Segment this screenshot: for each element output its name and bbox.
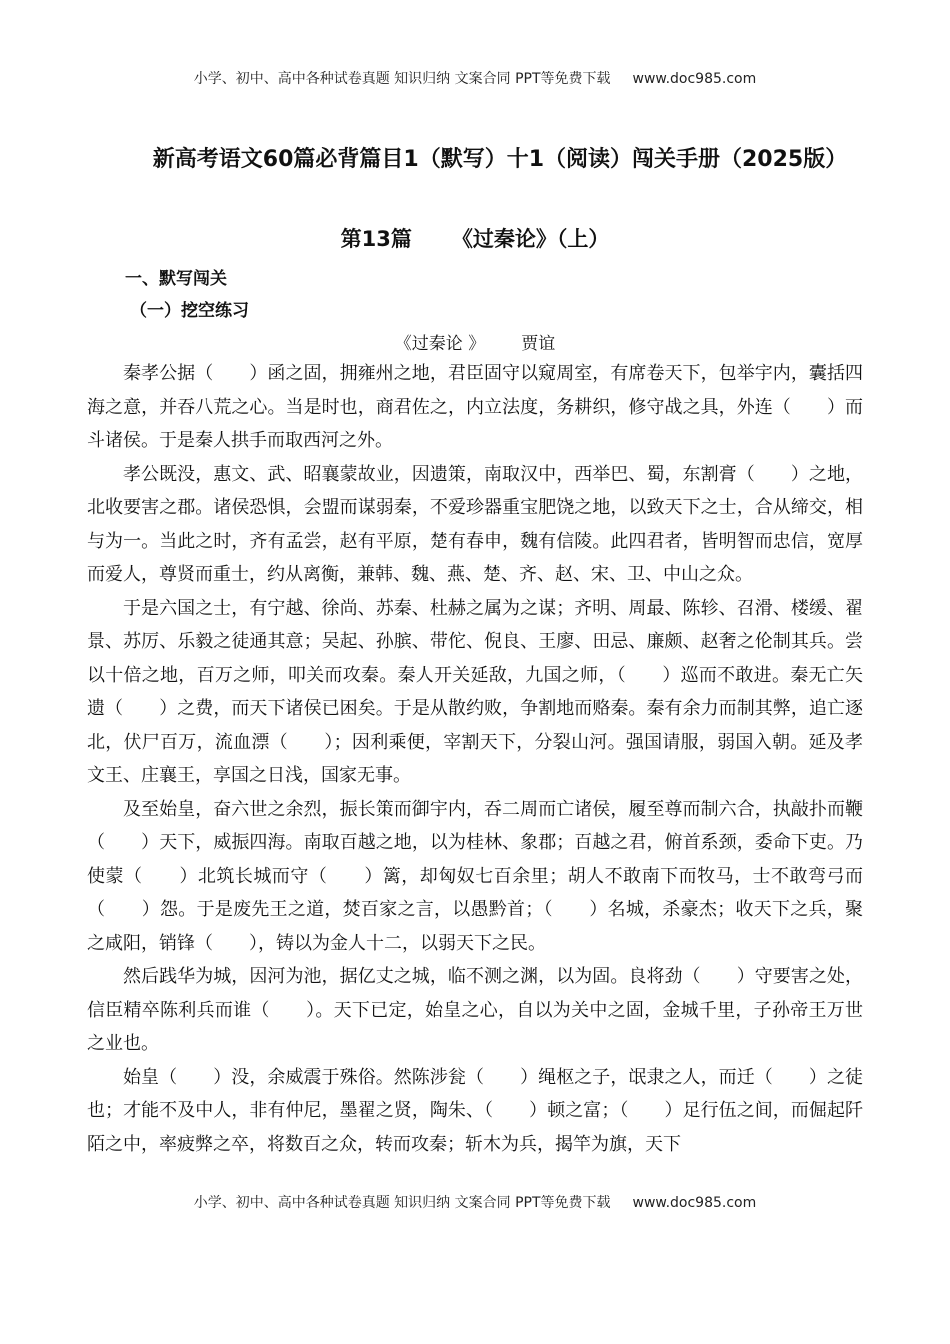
chapter-subtitle [0, 223, 950, 253]
page-footer [0, 1192, 950, 1212]
footer-site-link[interactable]: www.doc985.com [632, 1195, 757, 1211]
page-header [0, 68, 950, 88]
header-site-link[interactable]: www.doc985.com [632, 71, 757, 87]
section-heading: 一、默写闯关 [125, 269, 227, 289]
paragraph: 于是六国之士，有宁越、徐尚、苏秦、杜赫之属为之谋；齐明、周最、陈轸、召滑、楼缓、翟景、苏厉、乐毅之徒通其意；吴起、孙膑、带佗、倪良、王廖、田忌、廉颇、赵奢之伦制其兵。尝以十倍之地，百万之师，叩关而攻秦。秦人开关延敌，九国之师，（ ）巡而不敢进。秦无亡矢遗（ ）之费，而天下诸侯已困矣。于是从散约败，争割地而赂秦。秦有余力而制其弊，追亡逐北，伏尸百万，流血漂（ ）；因利乘便，宰割天下，分裂山河。强国请服，弱国入朝。延及孝文王、庄襄王，享国之日浅，国家无事。 [87, 597, 863, 786]
chapter-name: 《过秦论》（上） [451, 227, 610, 251]
text-author: 贾谊 [521, 334, 556, 354]
paragraph: 秦孝公据（ ）函之固，拥雍州之地，君臣固守以窥周室，有席卷天下，包举宇内，囊括四海之意，并吞八荒之心。当是时也，商君佐之，内立法度，务耕织，修守战之具，外连（ ）而斗诸侯。于是秦人拱手而取西河之外。 [87, 363, 863, 451]
paragraph: 然后践华为城，因河为池，据亿丈之城，临不测之渊，以为固。良将劲（ ）守要害之处，信臣精卒陈利兵而谁（ ）。天下已定，始皇之心，自以为关中之固，金城千里，子孙帝王万世之业也。 [87, 966, 863, 1054]
paragraph: 孝公既没，惠文、武、昭襄蒙故业，因遗策，南取汉中，西举巴、蜀，东割膏（ ）之地，北收要害之郡。诸侯恐惧，会盟而谋弱秦，不爱珍器重宝肥饶之地，以致天下之士，合从缔交，相与为一。当此之时，齐有孟尝，赵有平原，楚有春申，魏有信陵。此四君者，皆明智而忠信，宽厚而爱人，尊贤而重士，约从离衡，兼韩、魏、燕、楚、齐、赵、宋、卫、中山之众。 [87, 463, 863, 585]
text-title [0, 329, 950, 354]
chapter-number: 第13篇 [340, 227, 412, 251]
text-name: 《过秦论 》 [394, 334, 486, 354]
document-title: 新高考语文60篇必背篇目1（默写）十1（阅读）闯关手册（2025版） [152, 147, 848, 172]
subsection-heading: （一）挖空练习 [130, 301, 249, 321]
exercise-body [87, 357, 863, 1161]
header-text: 小学、初中、高中各种试卷真题 知识归纳 文案合同 PPT等免费下载 [193, 71, 611, 87]
paragraph: 及至始皇，奋六世之余烈，振长策而御宇内，吞二周而亡诸侯，履至尊而制六合，执敲扑而鞭（ ）天下，威振四海。南取百越之地，以为桂林、象郡；百越之君，俯首系颈，委命下吏。乃使蒙（ ）北筑长城而守（ ）篱，却匈奴七百余里；胡人不敢南下而牧马，士不敢弯弓而（ ）怨。于是废先王之道，焚百家之言，以愚黔首；（ ）名城，杀豪杰；收天下之兵，聚之咸阳，销锋（ ），铸以为金人十二，以弱天下之民。 [87, 798, 863, 954]
footer-text: 小学、初中、高中各种试卷真题 知识归纳 文案合同 PPT等免费下载 [193, 1195, 611, 1211]
paragraph: 始皇（ ）没，余威震于殊俗。然陈涉瓮（ ）绳枢之子，氓隶之人，而迁（ ）之徒也；才能不及中人，非有仲尼，墨翟之贤，陶朱、（ ）顿之富；（ ）足行伍之间，而倔起阡陌之中，率疲弊之卒，将数百之众，转而攻秦；斩木为兵，揭竿为旗，天下 [87, 1066, 863, 1155]
